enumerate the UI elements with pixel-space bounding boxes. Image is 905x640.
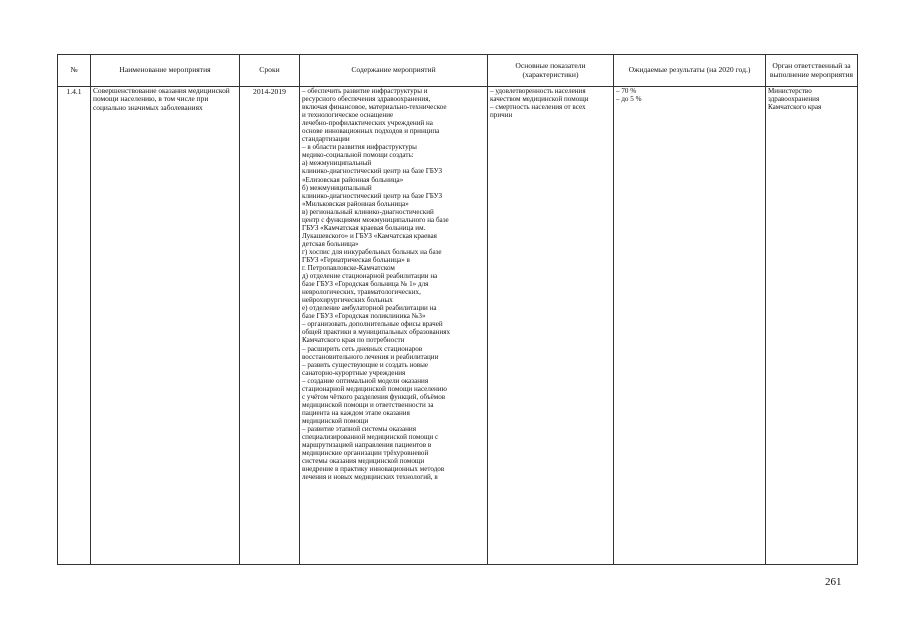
- content-line: ГБУЗ «Камчатская краевая больница им.: [302, 223, 426, 232]
- content-line: лечения и новых медицинских технологий, в: [302, 473, 438, 482]
- content-line: – создание оптимальной модели оказания: [302, 376, 429, 385]
- content-line: г. Петропавловске-Камчатском: [302, 264, 395, 273]
- header-number: №: [58, 55, 91, 87]
- content-line: а) межмуниципальный: [302, 159, 372, 168]
- indicator-line: – удовлетворенность населения: [490, 87, 586, 95]
- content-line: ГБУЗ «Гериатрическая больница» в: [302, 255, 410, 264]
- measure-results: [614, 87, 766, 565]
- content-line: неврологических, травматологических,: [302, 288, 421, 297]
- content-line: – развитие этапной системы оказания: [302, 424, 416, 433]
- content-line: – развить существующие и создать новые: [302, 360, 429, 369]
- content-line: базе ГБУЗ «Городская поликлиника №3»: [302, 312, 426, 321]
- indicator-line: качеством медицинской помощи: [490, 95, 589, 104]
- row-number: 1.4.1: [58, 87, 91, 565]
- measure-term: 2014-2019: [240, 87, 300, 565]
- content-line: с учётом чёткого разделения функций, объёмов: [302, 392, 446, 401]
- content-line: включая финансовое, материально-техническое: [302, 103, 447, 112]
- page-number: 261: [825, 576, 842, 588]
- content-line: основе инновационных подходов и принципа: [302, 127, 440, 136]
- table-row: [58, 87, 858, 565]
- content-line: «Елизовская районная больница»: [302, 175, 404, 184]
- measure-indicators: [488, 87, 614, 565]
- content-line: пациента на каждом этапе оказания: [302, 408, 410, 417]
- content-line: маршрутизацией направления пациентов в: [302, 441, 432, 450]
- content-line: – в области развития инфраструктуры: [302, 143, 417, 152]
- content-line: – организовать дополнительные офисы врачей: [302, 320, 443, 329]
- org-line: здравоохранения: [768, 95, 820, 104]
- header-indicators: Основные показатели (характеристики): [488, 55, 614, 87]
- content-line: клинико-диагностический центр на базе ГБУЗ: [302, 191, 443, 200]
- responsible-body: [766, 87, 858, 565]
- org-line: Министерство: [768, 87, 812, 95]
- content-line: медицинские организации трёхуровневой: [302, 449, 429, 458]
- content-line: стационарной медицинской помощи населению: [302, 384, 447, 393]
- content-line: ресурсного обеспечения здравоохранения,: [302, 95, 431, 104]
- measure-name: Совершенствование оказания медицинской помощи населению, в том числе при социально значимых заболеваниях: [91, 87, 240, 565]
- content-line: в) региональный клинико-диагностический: [302, 207, 434, 216]
- content-line: – расширить сеть дневных стационаров: [302, 344, 423, 353]
- content-line: восстановительного лечения и реабилитации: [302, 352, 439, 361]
- indicator-line: – смертность населения от всех: [490, 103, 586, 112]
- content-line: стандартизации: [302, 135, 350, 144]
- content-line: б) межмуниципальный: [302, 183, 372, 192]
- content-line: нейрохирургических больных: [302, 296, 393, 305]
- content-line: общей практики в муниципальных образованиях: [302, 328, 451, 337]
- content-line: Лукашевского» и ГБУЗ «Камчатская краевая: [302, 231, 437, 240]
- content-line: специализированной медицинской помощи с: [302, 433, 439, 442]
- content-line: центр с функциями межмуниципального на базе: [302, 215, 449, 224]
- header-row: [58, 55, 858, 87]
- content-line: медицинской помощи: [302, 416, 369, 425]
- indicator-line: причин: [490, 111, 513, 120]
- content-line: детская больница»: [302, 239, 359, 248]
- result-line: – до 5 %: [616, 95, 642, 104]
- content-line: санаторно-курортные учреждения: [302, 368, 406, 377]
- content-line: лечебно-профилактических учреждений на: [302, 119, 433, 128]
- content-line: клинико-диагностический центр на базе ГБУЗ: [302, 167, 443, 176]
- content-line: Камчатского края по потребности: [302, 336, 405, 345]
- content-line: медико-социальной помощи создать:: [302, 151, 414, 160]
- header-measure-name: Наименование мероприятия: [91, 55, 240, 87]
- content-line: «Мильковская районная больница»: [302, 199, 409, 208]
- content-line: базе ГБУЗ «Городская больница № 1» для: [302, 280, 429, 289]
- content-line: е) отделение амбулаторной реабилитации на: [302, 304, 437, 313]
- content-line: и технологическое оснащение: [302, 111, 394, 120]
- content-line: г) хоспис для инкурабельных больных на базе: [302, 247, 442, 256]
- content-line: – обеспечить развитие инфраструктуры и: [302, 87, 428, 95]
- measures-table: [57, 54, 858, 565]
- header-expected-results: Ожидаемые результаты (на 2020 год.): [614, 55, 766, 87]
- header-responsible-body: Орган ответственный за выполнение мероприятия: [766, 55, 858, 87]
- content-line: медицинской помощи и ответственности за: [302, 400, 434, 409]
- measure-content: [300, 87, 488, 565]
- content-line: системы оказания медицинской помощи: [302, 457, 425, 466]
- result-line: – 70 %: [616, 87, 637, 95]
- header-terms: Сроки: [240, 55, 300, 87]
- header-content: Содержание мероприятий: [300, 55, 488, 87]
- content-line: внедрение в практику инновационных методов: [302, 465, 445, 474]
- org-line: Камчатского края: [768, 103, 822, 112]
- content-line: д) отделение стационарной реабилитации на: [302, 272, 438, 281]
